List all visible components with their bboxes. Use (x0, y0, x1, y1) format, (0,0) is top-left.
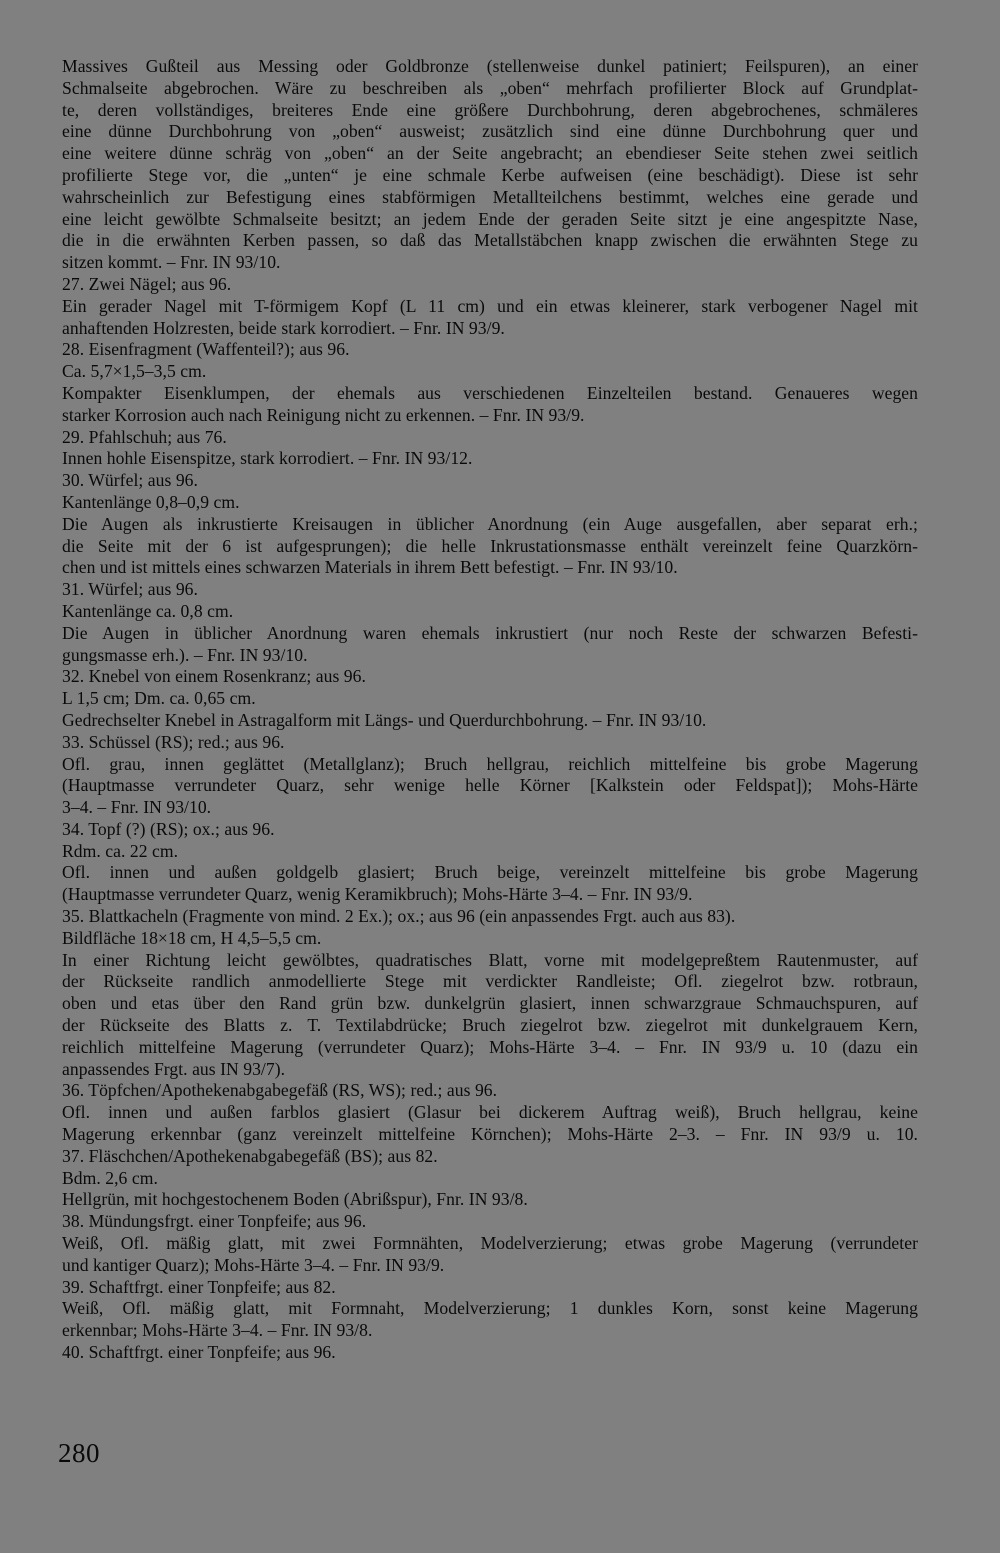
text-line: Kantenlänge 0,8–0,9 cm. (62, 491, 240, 512)
text-line: Ofl. innen und außen goldgelb glasiert; Bruch beige, vereinzelt mittelfeine bis grobe Magerung (62, 862, 918, 883)
text-line: Hellgrün, mit hochgestochenem Boden (Abrißspur), Fnr. IN 93/8. (62, 1189, 528, 1210)
text-line: Rdm. ca. 22 cm. (62, 840, 179, 861)
text-line: Kompakter Eisenklumpen, der ehemals aus verschiedenen Einzelteilen bestand. Genaueres wegen (62, 382, 918, 403)
text-line: Innen hohle Eisenspitze, stark korrodiert. – Fnr. IN 93/12. (62, 448, 473, 469)
text-line: Weiß, Ofl. mäßig glatt, mit zwei Formnähten, Modelverzierung; etwas grobe Magerung (verrundeter (62, 1233, 918, 1254)
text-line: 36. Töpfchen/Apothekenabgabegefäß (RS, WS); red.; aus 96. (62, 1080, 498, 1101)
text-line: Massives Gußteil aus Messing oder Goldbronze (stellenweise dunkel patiniert; Feilspuren), an einer (62, 56, 918, 76)
text-line: 35. Blattkacheln (Fragmente von mind. 2 Ex.); ox.; aus 96 (ein anpassendes Frgt. auch aus 83). (62, 906, 736, 927)
text-line: 3–4. – Fnr. IN 93/10. (62, 797, 212, 818)
text-line: Bdm. 2,6 cm. (62, 1167, 158, 1188)
text-line: die Seite mit der 6 ist aufgesprungen); die helle Inkrustationsmasse enthält vereinzelt feine Quarzkörn- (62, 535, 918, 556)
text-line: In einer Richtung leicht gewölbtes, quadratisches Blatt, vorne mit modelgepreßtem Rautenmuster, auf (62, 949, 918, 970)
text-line: 40. Schaftfrgt. einer Tonpfeife; aus 96. (62, 1342, 336, 1363)
text-line: 27. Zwei Nägel; aus 96. (62, 273, 232, 294)
text-line: der Rückseite des Blatts z. T. Textilabdrücke; Bruch ziegelrot bzw. ziegelrot mit dunkelgrauem Kern, (62, 1015, 918, 1036)
text-line: 37. Fläschchen/Apothekenabgabegefäß (BS); aus 82. (62, 1145, 438, 1166)
text-line: 33. Schüssel (RS); red.; aus 96. (62, 731, 285, 752)
text-line: und kantiger Quarz); Mohs-Härte 3–4. – Fnr. IN 93/9. (62, 1254, 445, 1275)
text-line: Ofl. innen und außen farblos glasiert (Glasur bei dickerem Auftrag weiß), Bruch hellgrau, keine (62, 1102, 918, 1123)
text-line: die in die erwähnten Kerben passen, so daß das Metallstäbchen knapp zwischen die erwähnten Stege zu (62, 230, 918, 251)
text-line: (Hauptmasse verrundeter Quarz, wenig Keramikbruch); Mohs-Härte 3–4. – Fnr. IN 93/9. (62, 884, 693, 905)
text-line: wahrscheinlich zur Befestigung eines stabförmigen Metallteilchens bestimmt, welches eine gerade und (62, 186, 918, 207)
text-line: Die Augen als inkrustierte Kreisaugen in üblicher Anordnung (ein Auge ausgefallen, aber separat erh.; (62, 513, 918, 534)
text-line: oben und etas über den Rand grün bzw. dunkelgrün glasiert, innen schwarzgraue Schmauchspuren, auf (62, 993, 918, 1014)
text-line: Weiß, Ofl. mäßig glatt, mit Formnaht, Modelverzierung; 1 dunkles Korn, sonst keine Magerung (62, 1298, 918, 1319)
text-line: Schmalseite abgebrochen. Wäre zu beschreiben als „oben“ mehrfach profilierter Block auf Grundplat- (62, 77, 918, 98)
text-line: 30. Würfel; aus 96. (62, 470, 198, 491)
text-line: starker Korrosion auch nach Reinigung nicht zu erkennen. – Fnr. IN 93/9. (62, 404, 585, 425)
text-line: anhaftenden Holzresten, beide stark korrodiert. – Fnr. IN 93/9. (62, 317, 505, 338)
text-line: te, deren vollständiges, breiteres Ende eine größere Durchbohrung, deren abgebrochenes, schmäleres (62, 99, 918, 120)
text-line: Ca. 5,7×1,5–3,5 cm. (62, 361, 207, 382)
text-line: eine dünne Durchbohrung von „oben“ ausweist; zusätzlich sind eine dünne Durchbohrung quer und (62, 121, 918, 142)
text-line: Die Augen in üblicher Anordnung waren ehemals inkrustiert (nur noch Reste der schwarzen Befesti- (62, 622, 918, 643)
text-line: Ofl. grau, innen geglättet (Metallglanz); Bruch hellgrau, reichlich mittelfeine bis grobe Magerung (62, 753, 918, 774)
text-line: Bildfläche 18×18 cm, H 4,5–5,5 cm. (62, 927, 322, 948)
text-line: Ein gerader Nagel mit T-förmigem Kopf (L 11 cm) und ein etwas kleinerer, stark verbogener Nagel mit (62, 295, 918, 316)
text-line: profilierte Stege vor, die „unten“ je eine schmale Kerbe aufweisen (eine beschädigt). Diese ist sehr (62, 164, 918, 185)
text-line: Kantenlänge ca. 0,8 cm. (62, 600, 234, 621)
text-line: eine leicht gewölbte Schmalseite besitzt; an jedem Ende der geraden Seite sitzt je eine angespitzte Nase, (62, 208, 918, 229)
text-line: 31. Würfel; aus 96. (62, 579, 198, 600)
text-line: eine weitere dünne schräg von „oben“ an der Seite angebracht; an ebendieser Seite stehen zwei seitlich (62, 143, 918, 164)
text-line: 28. Eisenfragment (Waffenteil?); aus 96. (62, 339, 350, 360)
text-line: Gedrechselter Knebel in Astragalform mit Längs- und Querdurchbohrung. – Fnr. IN 93/10. (62, 709, 707, 730)
text-line: 34. Topf (?) (RS); ox.; aus 96. (62, 818, 275, 839)
text-line: 39. Schaftfrgt. einer Tonpfeife; aus 82. (62, 1276, 336, 1297)
text-line: chen und ist mittels eines schwarzen Materials in ihrem Bett befestigt. – Fnr. IN 93/10. (62, 557, 678, 578)
text-line: L 1,5 cm; Dm. ca. 0,65 cm. (62, 688, 256, 709)
text-line: 32. Knebel von einem Rosenkranz; aus 96. (62, 666, 366, 687)
text-line: gungsmasse erh.). – Fnr. IN 93/10. (62, 644, 308, 665)
page-number: 280 (58, 1438, 100, 1468)
text-line: reichlich mittelfeine Magerung (verrundeter Quarz); Mohs-Härte 3–4. – Fnr. IN 93/9 u. 10 (dazu ein (62, 1036, 918, 1057)
text-line: erkennbar; Mohs-Härte 3–4. – Fnr. IN 93/8. (62, 1320, 373, 1341)
text-line: anpassendes Frgt. aus IN 93/7). (62, 1058, 286, 1079)
text-line: sitzen kommt. – Fnr. IN 93/10. (62, 252, 281, 273)
text-line: Magerung erkennbar (ganz vereinzelt mittelfeine Körnchen); Mohs-Härte 2–3. – Fnr. IN 93/9 u. 10. (62, 1124, 918, 1145)
text-line: der Rückseite randlich anmodellierte Stege mit verdickter Randleiste; Ofl. ziegelrot bzw. rotbraun, (62, 971, 918, 992)
text-line: 38. Mündungsfrgt. einer Tonpfeife; aus 96. (62, 1211, 367, 1232)
text-line: 29. Pfahlschuh; aus 76. (62, 426, 227, 447)
text-line: (Hauptmasse verrundeter Quarz, sehr wenige helle Körner [Kalkstein oder Feldspat]); Mohs-Härte (62, 775, 918, 796)
catalog-text (62, 56, 918, 1364)
